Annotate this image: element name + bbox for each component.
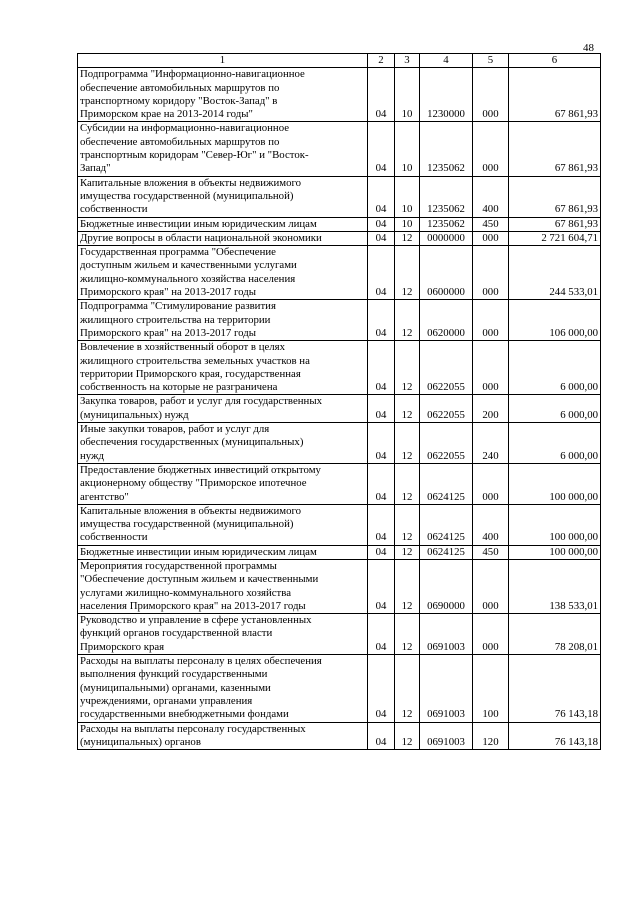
subsection-code-cell: 12: [395, 395, 420, 423]
row-name-cell: Мероприятия государственной программы "Обеспечение доступным жильем и качественными услугами жилищно-коммунального хозяйства населения Приморского края" на 2013-2017 годы: [78, 559, 368, 613]
section-code-cell: 04: [368, 176, 395, 217]
column-header: 6: [509, 54, 601, 68]
column-header: 5: [473, 54, 509, 68]
subsection-code-cell: 12: [395, 545, 420, 559]
row-name-cell: Подпрограмма "Стимулирование развития жилищного строительства на территории Приморского края" на 2013-2017 годы: [78, 300, 368, 341]
target-article-cell: 0600000: [420, 246, 473, 300]
row-name-cell: Капитальные вложения в объекты недвижимого имущества государственной (муниципальной) собственности: [78, 504, 368, 545]
target-article-cell: 1235062: [420, 122, 473, 176]
row-name-cell: Закупка товаров, работ и услуг для государственных (муниципальных) нужд: [78, 395, 368, 423]
section-code-cell: 04: [368, 655, 395, 722]
section-code-cell: 04: [368, 68, 395, 122]
table-row: [78, 559, 601, 613]
subsection-code-cell: 12: [395, 559, 420, 613]
target-article-cell: 0000000: [420, 231, 473, 245]
expense-type-cell: 000: [473, 463, 509, 504]
row-name-cell: Расходы на выплаты персоналу государственных (муниципальных) органов: [78, 722, 368, 750]
expense-type-cell: 000: [473, 614, 509, 655]
table-row: [78, 341, 601, 395]
amount-cell: 106 000,00: [509, 300, 601, 341]
row-name-cell: Расходы на выплаты персоналу в целях обеспечения выполнения функций государственными (муниципальными) органами, казенными учреждениями, органами управления государственными внебюджетными фондами: [78, 655, 368, 722]
table-row: [78, 463, 601, 504]
target-article-cell: 1235062: [420, 217, 473, 231]
table-header-row: [78, 54, 601, 68]
subsection-code-cell: 12: [395, 423, 420, 464]
table-body: [78, 68, 601, 750]
target-article-cell: 0624125: [420, 545, 473, 559]
row-name-cell: Другие вопросы в области национальной экономики: [78, 231, 368, 245]
section-code-cell: 04: [368, 559, 395, 613]
expense-type-cell: 450: [473, 217, 509, 231]
expense-type-cell: 240: [473, 423, 509, 464]
subsection-code-cell: 12: [395, 655, 420, 722]
section-code-cell: 04: [368, 246, 395, 300]
amount-cell: 6 000,00: [509, 395, 601, 423]
amount-cell: 2 721 604,71: [509, 231, 601, 245]
column-header: 3: [395, 54, 420, 68]
target-article-cell: 0624125: [420, 504, 473, 545]
row-name-cell: Субсидии на информационно-навигационное обеспечение автомобильных маршрутов по транспортным коридорам "Север-Юг" и "Восток- Запад": [78, 122, 368, 176]
table-row: [78, 722, 601, 750]
expense-type-cell: 000: [473, 341, 509, 395]
column-header: 4: [420, 54, 473, 68]
subsection-code-cell: 12: [395, 614, 420, 655]
table-row: [78, 217, 601, 231]
target-article-cell: 0622055: [420, 341, 473, 395]
expense-type-cell: 120: [473, 722, 509, 750]
section-code-cell: 04: [368, 614, 395, 655]
target-article-cell: 0691003: [420, 722, 473, 750]
table-row: [78, 68, 601, 122]
table-row: [78, 300, 601, 341]
budget-table: [77, 53, 601, 750]
target-article-cell: 0691003: [420, 614, 473, 655]
target-article-cell: 0690000: [420, 559, 473, 613]
target-article-cell: 0620000: [420, 300, 473, 341]
expense-type-cell: 000: [473, 246, 509, 300]
target-article-cell: 0624125: [420, 463, 473, 504]
row-name-cell: Иные закупки товаров, работ и услуг для обеспечения государственных (муниципальных) нужд: [78, 423, 368, 464]
row-name-cell: Бюджетные инвестиции иным юридическим лицам: [78, 545, 368, 559]
subsection-code-cell: 12: [395, 504, 420, 545]
amount-cell: 100 000,00: [509, 504, 601, 545]
section-code-cell: 04: [368, 300, 395, 341]
expense-type-cell: 400: [473, 176, 509, 217]
section-code-cell: 04: [368, 423, 395, 464]
expense-type-cell: 000: [473, 68, 509, 122]
row-name-cell: Вовлечение в хозяйственный оборот в целях жилищного строительства земельных участков на территории Приморского края, государственная собственность на которые не разграничена: [78, 341, 368, 395]
section-code-cell: 04: [368, 231, 395, 245]
amount-cell: 67 861,93: [509, 122, 601, 176]
subsection-code-cell: 12: [395, 231, 420, 245]
subsection-code-cell: 12: [395, 722, 420, 750]
amount-cell: 67 861,93: [509, 217, 601, 231]
table-row: [78, 545, 601, 559]
amount-cell: 6 000,00: [509, 341, 601, 395]
subsection-code-cell: 12: [395, 341, 420, 395]
section-code-cell: 04: [368, 545, 395, 559]
section-code-cell: 04: [368, 504, 395, 545]
table-row: [78, 395, 601, 423]
column-header: 1: [78, 54, 368, 68]
section-code-cell: 04: [368, 722, 395, 750]
amount-cell: 244 533,01: [509, 246, 601, 300]
expense-type-cell: 000: [473, 231, 509, 245]
subsection-code-cell: 10: [395, 176, 420, 217]
expense-type-cell: 000: [473, 122, 509, 176]
row-name-cell: Государственная программа "Обеспечение доступным жильем и качественными услугами жилищно-коммунального хозяйства населения Приморского края" на 2013-2017 годы: [78, 246, 368, 300]
table-row: [78, 423, 601, 464]
table-row: [78, 504, 601, 545]
expense-type-cell: 400: [473, 504, 509, 545]
table-row: [78, 655, 601, 722]
amount-cell: 76 143,18: [509, 722, 601, 750]
row-name-cell: Руководство и управление в сфере установленных функций органов государственной власти Приморского края: [78, 614, 368, 655]
subsection-code-cell: 10: [395, 68, 420, 122]
amount-cell: 67 861,93: [509, 176, 601, 217]
target-article-cell: 0622055: [420, 395, 473, 423]
target-article-cell: 1230000: [420, 68, 473, 122]
amount-cell: 100 000,00: [509, 545, 601, 559]
subsection-code-cell: 12: [395, 300, 420, 341]
target-article-cell: 0622055: [420, 423, 473, 464]
amount-cell: 76 143,18: [509, 655, 601, 722]
section-code-cell: 04: [368, 395, 395, 423]
section-code-cell: 04: [368, 341, 395, 395]
expense-type-cell: 450: [473, 545, 509, 559]
table-row: [78, 614, 601, 655]
row-name-cell: Бюджетные инвестиции иным юридическим лицам: [78, 217, 368, 231]
amount-cell: 138 533,01: [509, 559, 601, 613]
column-header: 2: [368, 54, 395, 68]
row-name-cell: Капитальные вложения в объекты недвижимого имущества государственной (муниципальной) собственности: [78, 176, 368, 217]
subsection-code-cell: 10: [395, 217, 420, 231]
expense-type-cell: 100: [473, 655, 509, 722]
subsection-code-cell: 12: [395, 463, 420, 504]
target-article-cell: 0691003: [420, 655, 473, 722]
page-number: 48: [583, 42, 594, 54]
expense-type-cell: 200: [473, 395, 509, 423]
subsection-code-cell: 12: [395, 246, 420, 300]
amount-cell: 67 861,93: [509, 68, 601, 122]
amount-cell: 6 000,00: [509, 423, 601, 464]
table-row: [78, 231, 601, 245]
section-code-cell: 04: [368, 217, 395, 231]
table-row: [78, 246, 601, 300]
expense-type-cell: 000: [473, 559, 509, 613]
table-row: [78, 176, 601, 217]
amount-cell: 100 000,00: [509, 463, 601, 504]
expense-type-cell: 000: [473, 300, 509, 341]
section-code-cell: 04: [368, 463, 395, 504]
subsection-code-cell: 10: [395, 122, 420, 176]
table-row: [78, 122, 601, 176]
amount-cell: 78 208,01: [509, 614, 601, 655]
section-code-cell: 04: [368, 122, 395, 176]
row-name-cell: Предоставление бюджетных инвестиций открытому акционерному обществу "Приморское ипотечное агентство": [78, 463, 368, 504]
row-name-cell: Подпрограмма "Информационно-навигационное обеспечение автомобильных маршрутов по транспортному коридору "Восток-Запад" в Приморском крае на 2013-2014 годы": [78, 68, 368, 122]
target-article-cell: 1235062: [420, 176, 473, 217]
